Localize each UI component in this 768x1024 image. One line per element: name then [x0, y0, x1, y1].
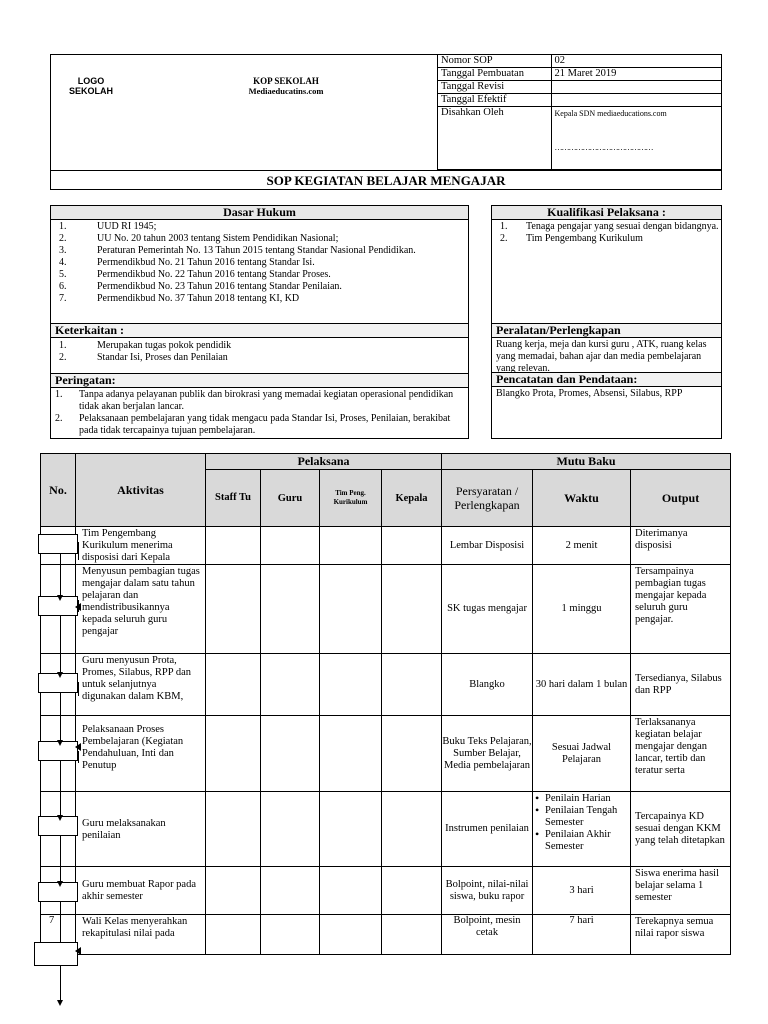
col-staff-tu: Staff Tu: [206, 470, 261, 527]
waktu-item: • Penilaian Tengah Semester: [536, 805, 628, 829]
row-output: Tersedianya, Silabus dan RPP: [631, 654, 731, 716]
cell-guru: [261, 792, 320, 867]
cell-kepala: [382, 654, 442, 716]
peralatan-title: Peralatan/Perlengkapan: [492, 323, 721, 338]
logo-placeholder: LOGO SEKOLAH: [68, 76, 113, 96]
value-tanggal-efektif: [551, 94, 721, 107]
keterkaitan-title: Keterkaitan :: [51, 323, 468, 338]
row-waktu: 7 hari: [533, 915, 631, 955]
row-persyaratan: Blangko: [442, 654, 533, 716]
flow-step-box: [38, 534, 78, 554]
row-output: Diterimanya disposisi: [631, 527, 731, 565]
list-item: 7. Permendikbud No. 37 Tahun 2018 tentang KI, KD: [59, 293, 300, 304]
cell-guru: [261, 716, 320, 792]
cell-staff: [206, 527, 261, 565]
cell-kepala: [382, 565, 442, 654]
list-item: 3. Peraturan Pemerintah No. 13 Tahun 2015 tentang Standar Nasional Pendidikan.: [59, 245, 416, 256]
table-row: [41, 654, 731, 716]
row-waktu: Sesuai Jadwal Pelajaran: [533, 716, 631, 792]
flow-arrow-icon: [57, 815, 63, 821]
kualifikasi-list: [492, 220, 721, 323]
col-output: Output: [631, 470, 731, 527]
cell-staff: [206, 716, 261, 792]
label-nomor-sop: Nomor SOP: [438, 55, 552, 68]
pencatatan-title: Pencatatan dan Pendataan:: [492, 372, 721, 387]
col-kepala: Kepala: [382, 470, 442, 527]
approver-name: Kepala SDN mediaeducations.com: [554, 109, 667, 118]
cell-tim: [320, 527, 382, 565]
flow-connector-line: [78, 542, 79, 560]
cell-tim: [320, 915, 382, 955]
peringatan-list: [51, 388, 468, 437]
row-output: Tercapainya KD sesuai dengan KKM yang telah ditetapkan: [631, 792, 731, 867]
value-disahkan-oleh: [551, 107, 721, 170]
cell-guru: [261, 915, 320, 955]
list-item: 5. Permendikbud No. 22 Tahun 2016 tentang Standar Proses.: [59, 269, 331, 280]
row-aktivitas: Menyusun pembagian tugas mengajar dalam satu tahun pelajaran dan mendistribusikannya kepada seluruh guru pengajar: [76, 565, 206, 654]
cell-tim: [320, 654, 382, 716]
activity-table: [40, 453, 731, 955]
cell-staff: [206, 867, 261, 915]
col-persyaratan: Persyaratan / Perlengkapan: [442, 470, 533, 527]
table-row: [41, 565, 731, 654]
waktu-item: • Penilain Harian: [536, 793, 628, 805]
value-tanggal-revisi: [551, 81, 721, 94]
col-guru: Guru: [261, 470, 320, 527]
flow-arrow-icon: [57, 595, 63, 601]
table-row: [41, 527, 731, 565]
col-aktivitas: Aktivitas: [76, 454, 206, 527]
row-waktu: 2 menit: [533, 527, 631, 565]
flow-arrow-icon: [57, 672, 63, 678]
flow-connector-line: [78, 682, 79, 696]
col-waktu: Waktu: [533, 470, 631, 527]
cell-guru: [261, 527, 320, 565]
row-aktivitas: Wali Kelas menyerahkan rekapitulasi nilai pada: [76, 915, 206, 955]
flow-connector-line: [60, 550, 61, 1001]
cell-kepala: [382, 527, 442, 565]
list-item: 2. Standar Isi, Proses dan Penilaian: [59, 352, 228, 363]
flow-arrow-icon: [57, 1000, 63, 1006]
cell-kepala: [382, 915, 442, 955]
peralatan-text: Ruang kerja, meja dan kursi guru , ATK, ruang kelas yang memadai, bahan ajar dan media pembelajaran yang relevan.: [496, 339, 707, 372]
keterkaitan-list: [51, 338, 468, 373]
cell-tim: [320, 565, 382, 654]
list-item: 1. Merupakan tugas pokok pendidik: [59, 340, 232, 351]
info-left-panel: [50, 205, 469, 439]
signature-line: ……………………………………: [554, 143, 653, 152]
flow-arrow-icon: [75, 743, 81, 751]
col-no: No.: [41, 454, 76, 527]
table-row: [41, 716, 731, 792]
table-row: [41, 792, 731, 867]
value-tanggal-pembuatan: 21 Maret 2019: [551, 68, 721, 81]
row-waktu: 30 hari dalam 1 bulan: [533, 654, 631, 716]
cell-guru: [261, 565, 320, 654]
label-tanggal-efektif: Tanggal Efektif: [438, 94, 552, 107]
row-waktu: 1 minggu: [533, 565, 631, 654]
cell-kepala: [382, 867, 442, 915]
row-output: Siswa enerima hasil belajar selama 1 semester: [631, 867, 731, 915]
row-number: 7: [49, 915, 55, 926]
flow-arrow-icon: [57, 740, 63, 746]
cell-tim: [320, 867, 382, 915]
row-aktivitas: Guru melaksanakan penilaian: [76, 792, 206, 867]
kualifikasi-title: Kualifikasi Pelaksana :: [492, 206, 721, 220]
pencatatan-text: Blangko Prota, Promes, Absensi, Silabus, RPP: [496, 388, 683, 399]
dasar-hukum-list: [51, 220, 468, 323]
list-item: 2. Tim Pengembang Kurikulum: [500, 233, 643, 244]
list-item: 6. Permendikbud No. 23 Tahun 2016 tentang Standar Penilaian.: [59, 281, 342, 292]
label-tanggal-pembuatan: Tanggal Pembuatan: [438, 68, 552, 81]
flow-arrow-icon: [75, 603, 81, 611]
row-aktivitas: Pelaksanaan Proses Pembelajaran (Kegiatan Pendahuluan, Inti dan Penutup: [76, 716, 206, 792]
row-output: Tersampainya pembagian tugas mengajar kepada seluruh guru pengajar.: [631, 565, 731, 654]
cell-tim: [320, 716, 382, 792]
flow-arrow-icon: [57, 881, 63, 887]
cell-staff: [206, 654, 261, 716]
waktu-item: • Penilaian Akhir Semester: [536, 829, 628, 853]
cell-kepala: [382, 792, 442, 867]
row-waktu: 3 hari: [533, 867, 631, 915]
row-persyaratan: Lembar Disposisi: [442, 527, 533, 565]
flow-step-box: [34, 942, 78, 966]
row-aktivitas: Guru menyusun Prota, Promes, Silabus, RPP dan untuk selanjutnya digunakan dalam KBM,: [76, 654, 206, 716]
list-item: 1. Tenaga pengajar yang sesuai dengan bidangnya.: [500, 221, 719, 232]
kop-site: Mediaeducatins.com: [248, 86, 324, 96]
cell-staff: [206, 915, 261, 955]
row-output: Terekapnya semua nilai rapor siswa: [631, 915, 731, 955]
cell-staff: [206, 792, 261, 867]
row-aktivitas: Tim Pengembang Kurikulum menerima disposisi dari Kepala: [76, 527, 206, 565]
peringatan-title: Peringatan:: [51, 373, 468, 388]
table-row: [41, 915, 731, 955]
info-right-panel: [491, 205, 722, 439]
table-row: [41, 867, 731, 915]
kop-title: KOP SEKOLAH: [253, 76, 319, 86]
cell-tim: [320, 792, 382, 867]
dasar-hukum-title: Dasar Hukum: [51, 206, 468, 220]
list-item: 2. UU No. 20 tahun 2003 tentang Sistem Pendidikan Nasional;: [59, 233, 339, 244]
cell-guru: [261, 654, 320, 716]
row-persyaratan: Bolpoint, mesin cetak: [442, 915, 533, 955]
group-mutu-baku: Mutu Baku: [442, 454, 731, 470]
row-output: Terlaksananya kegiatan belajar mengajar dengan lancar, tertib dan teratur serta: [631, 716, 731, 792]
label-disahkan-oleh: Disahkan Oleh: [438, 107, 552, 170]
row-persyaratan: Bolpoint, nilai-nilai siswa, buku rapor: [442, 867, 533, 915]
flow-arrow-icon: [75, 947, 81, 955]
group-pelaksana: Pelaksana: [206, 454, 442, 470]
cell-staff: [206, 565, 261, 654]
flow-connector-line: [78, 751, 79, 763]
list-item: 1. Tanpa adanya pelayanan publik dan birokrasi yang memadai kegiatan operasional pendidikan tidak akan berjalan lancar.: [55, 389, 454, 412]
list-item: 1. UUD RI 1945;: [59, 221, 157, 232]
row-aktivitas: Guru membuat Rapor pada akhir semester: [76, 867, 206, 915]
row-persyaratan: Buku Teks Pelajaran, Sumber Belajar, Media pembelajaran: [442, 716, 533, 792]
row-persyaratan: Instrumen penilaian: [442, 792, 533, 867]
value-nomor-sop: 02: [551, 55, 721, 68]
sop-title: SOP KEGIATAN BELAJAR MENGAJAR: [50, 170, 722, 190]
col-tim-kurikulum: Tim Peng. Kurikulum: [320, 470, 382, 527]
row-waktu: [533, 792, 631, 867]
cell-kepala: [382, 716, 442, 792]
list-item: 4. Permendikbud No. 21 Tahun 2016 tentang Standar Isi.: [59, 257, 315, 268]
cell-guru: [261, 867, 320, 915]
sop-info-table: [437, 54, 722, 170]
list-item: 2. Pelaksanaan pembelajaran yang tidak mengacu pada Standar Isi, Proses, Penilaian, berakibat pada tidak tercapainya tujuan pembelajaran.: [55, 413, 451, 436]
label-tanggal-revisi: Tanggal Revisi: [438, 81, 552, 94]
row-persyaratan: SK tugas mengajar: [442, 565, 533, 654]
